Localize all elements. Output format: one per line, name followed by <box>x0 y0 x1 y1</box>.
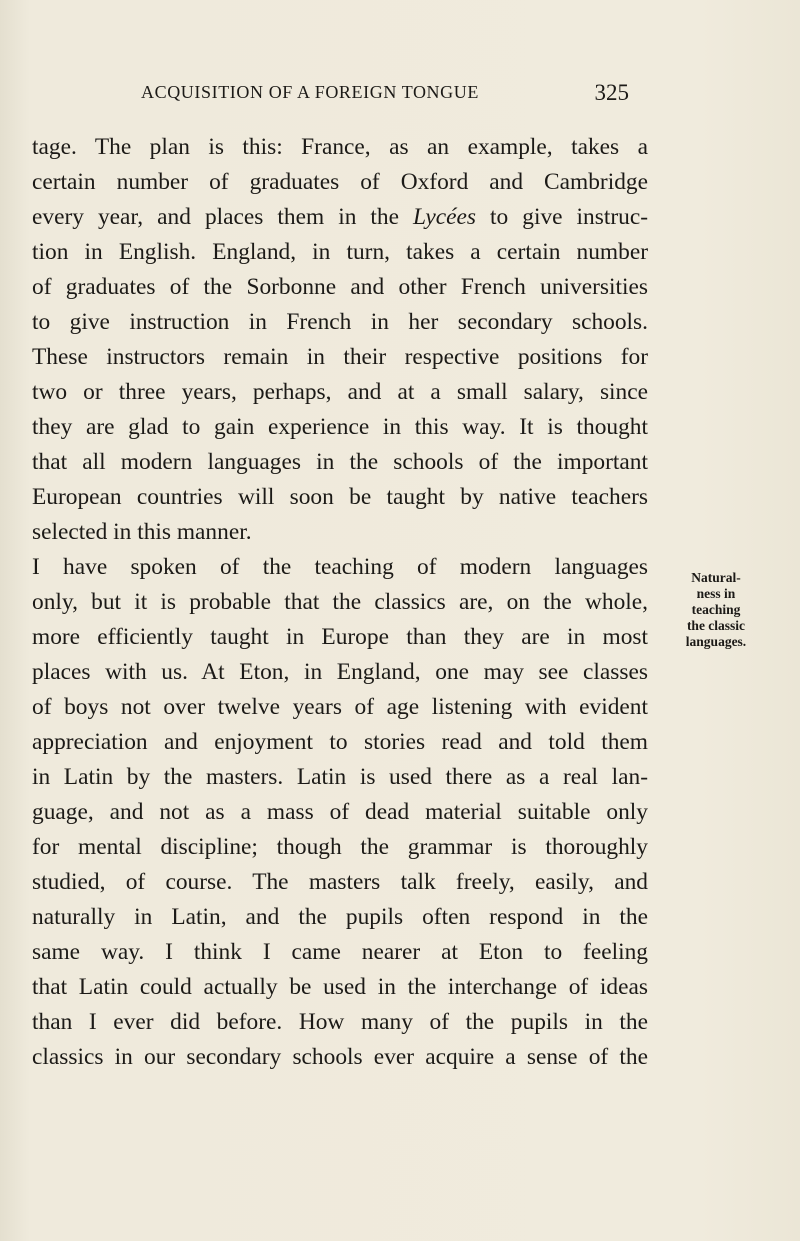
text-line: only, but it is probable that the classics are, on the whole, <box>32 589 648 615</box>
text-line: studied, of course. The masters talk freely, easily, and <box>32 869 648 895</box>
text-line: certain number of graduates of Oxford and Cambridge <box>32 169 648 195</box>
text-line: to give instruction in French in her secondary schools. <box>32 309 648 335</box>
text-line: of boys not over twelve years of age listening with evident <box>32 694 648 720</box>
text-line: I have spoken of the teaching of modern languages <box>32 554 648 580</box>
text-line: that Latin could actually be used in the interchange of ideas <box>32 974 648 1000</box>
text-line: same way. I think I came nearer at Eton to feeling <box>32 939 648 965</box>
margin-note-line: languages. <box>685 634 747 649</box>
text-line: than I ever did before. How many of the pupils in the <box>32 1009 648 1035</box>
running-title: ACQUISITION OF A FOREIGN TONGUE <box>141 82 479 102</box>
text-line: These instructors remain in their respective positions for <box>32 344 648 370</box>
text-line: two or three years, perhaps, and at a small salary, since <box>32 379 648 405</box>
text-line: they are glad to gain experience in this way. It is thought <box>32 414 648 440</box>
margin-note-line: the classic <box>686 618 746 633</box>
text-line: that all modern languages in the schools of the important <box>32 449 648 475</box>
text-line: places with us. At Eton, in England, one may see classes <box>32 659 648 685</box>
text-line: guage, and not as a mass of dead material suitable only <box>32 799 648 825</box>
body-text <box>32 130 648 1075</box>
text-line: tage. The plan is this: France, as an example, takes a <box>32 134 648 160</box>
text-line: in Latin by the masters. Latin is used there as a real lan- <box>32 764 648 790</box>
text-line: more efficiently taught in Europe than they are in most <box>32 624 648 650</box>
text-line: classics in our secondary schools ever acquire a sense of the <box>32 1044 648 1070</box>
running-header <box>141 82 629 103</box>
text-line: every year, and places them in the Lycées to give instruc- <box>32 204 648 230</box>
margin-note-line: ness in <box>696 586 736 601</box>
text-line: naturally in Latin, and the pupils often respond in the <box>32 904 648 930</box>
text-line: for mental discipline; though the grammar is thoroughly <box>32 834 648 860</box>
margin-note-line: Natural- <box>691 570 741 585</box>
text-line: appreciation and enjoyment to stories read and told them <box>32 729 648 755</box>
page-number: 325 <box>594 80 629 105</box>
italic-word: Lycées <box>413 204 476 230</box>
margin-note-line: teaching <box>691 602 741 617</box>
text-line: selected in this manner. <box>32 519 252 545</box>
text-line: tion in English. England, in turn, takes a certain number <box>32 239 648 265</box>
text-line: European countries will soon be taught by native teachers <box>32 484 648 510</box>
text-line: of graduates of the Sorbonne and other French universities <box>32 274 648 300</box>
margin-note <box>661 570 771 650</box>
